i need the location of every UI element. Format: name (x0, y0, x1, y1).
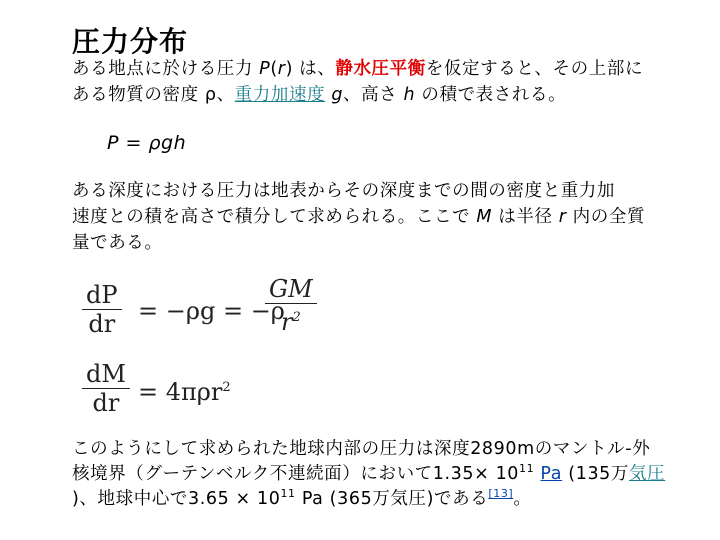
text: を仮定すると、その上部に (425, 59, 644, 79)
text: 速度との積を高さで積分して求められる。ここで (72, 207, 477, 227)
equation-middle: = −ρg = −ρ (138, 297, 285, 325)
text: ある物質の密度 ρ、 (72, 85, 235, 105)
var-g: g (325, 85, 344, 105)
equation-dP-dr (60, 275, 350, 345)
gravitational-acceleration-link[interactable]: 重力加速度 (234, 85, 326, 105)
fraction-GM-r2 (265, 275, 317, 336)
text: )、地球中心で3.65 × 10 (72, 489, 281, 509)
paragraph-earth-pressure (72, 437, 682, 512)
var-r: r (277, 59, 286, 79)
var-h: h (403, 85, 416, 105)
denominator: dr (92, 389, 120, 417)
text: ある深度における圧力は地表からその深度までの間の密度と重力加 (72, 181, 615, 201)
exponent: 11 (280, 487, 296, 501)
text: 量である。 (72, 233, 163, 253)
numerator: dP (86, 281, 118, 309)
pascal-link[interactable]: Pa (540, 464, 563, 484)
denominator: dr (88, 310, 116, 338)
exponent: 11 (519, 462, 535, 476)
text: ) は、 (285, 59, 336, 79)
text: このようにして求められた地球内部の圧力は深度2890mのマントル-外 (72, 439, 651, 459)
text: 核境界（グーテンベルク不連続面）において1.35× 10 (72, 464, 520, 484)
denominator: $r^2$ (280, 308, 301, 336)
equation-dM-dr (60, 358, 240, 420)
reference-13-link[interactable]: [13] (488, 487, 514, 501)
numerator: GM (269, 275, 313, 303)
equation-rhs: = 4πρr$^2$ (138, 378, 231, 406)
text: Pa (365万気圧)である (295, 489, 489, 509)
fraction-dM-dr (82, 360, 130, 417)
hydrostatic-equilibrium-link[interactable]: 静水圧平衡 (335, 59, 426, 79)
paragraph-integration (72, 178, 682, 256)
paragraph-hydrostatic (72, 56, 682, 108)
text: の積で表される。 (415, 85, 567, 105)
text: 。 (513, 489, 532, 509)
var-P: P (259, 59, 271, 79)
text: は半径 (492, 207, 559, 227)
equation-pressure: P = ρgh (107, 132, 187, 154)
var-r: r (558, 207, 567, 227)
fraction-dP-dr (82, 281, 122, 338)
text: 、高さ (343, 85, 404, 105)
text: ( (270, 59, 278, 79)
var-M: M (476, 207, 493, 227)
atmosphere-link[interactable]: 気圧 (629, 464, 666, 484)
numerator: dM (86, 360, 126, 388)
text: 内の全質 (566, 207, 646, 227)
text: ある地点に於ける圧力 (72, 59, 260, 79)
slide-title: 圧力分布 (72, 25, 189, 58)
text: (135万 (562, 464, 630, 484)
